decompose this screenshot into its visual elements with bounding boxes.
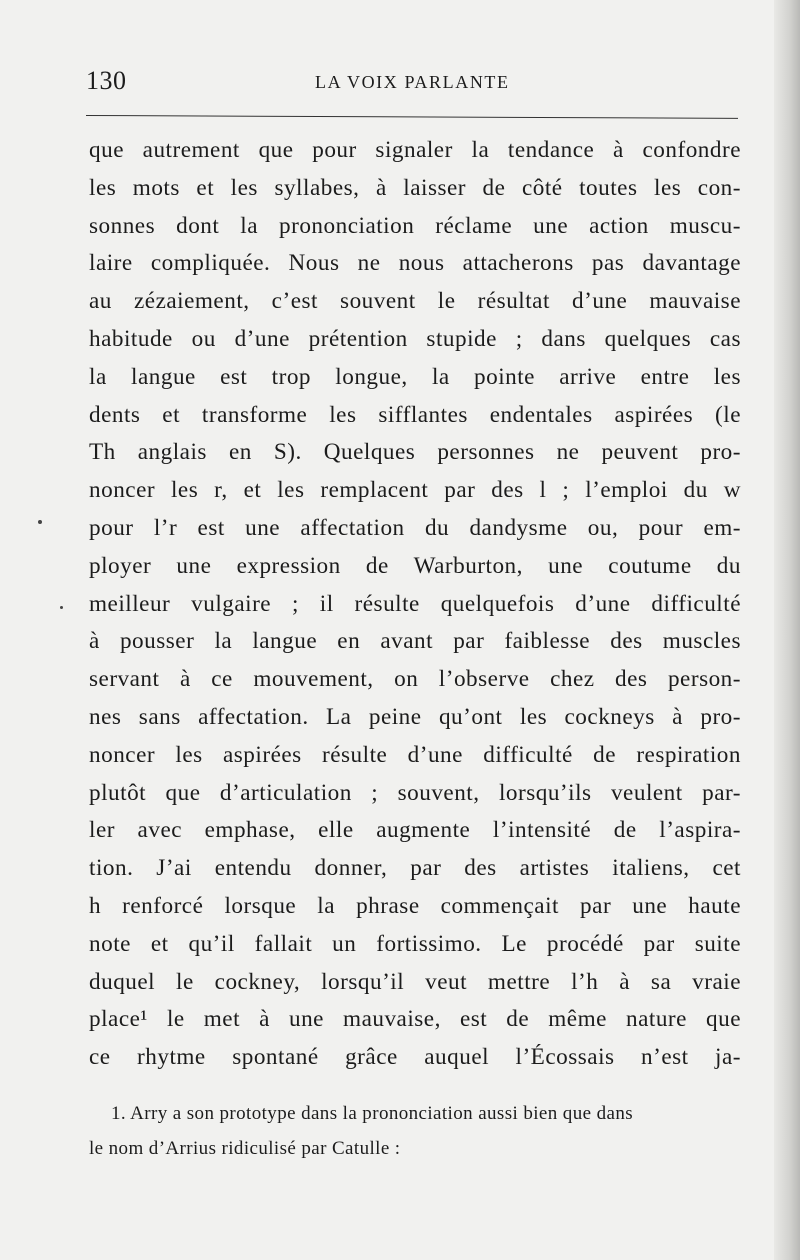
body-text bbox=[89, 132, 741, 1077]
body-line: h renforcé lorsque la phrase commençait par une haute bbox=[89, 892, 741, 919]
body-line: servant à ce mouvement, on l’observe chez des person- bbox=[89, 666, 741, 693]
body-line: meilleur vulgaire ; il résulte quelquefois d’une difficulté bbox=[89, 590, 741, 617]
body-line: ler avec emphase, elle augmente l’intensité de l’aspira- bbox=[89, 817, 741, 844]
body-line: nes sans affectation. La peine qu’ont les cockneys à pro- bbox=[89, 703, 741, 730]
body-line: noncer les aspirées résulte d’une difficulté de respiration bbox=[89, 741, 741, 768]
body-line: place¹ le met à une mauvaise, est de même nature que bbox=[89, 1006, 741, 1033]
body-line: Th anglais en S). Quelques personnes ne peuvent pro- bbox=[89, 439, 741, 466]
body-line: sonnes dont la prononciation réclame une action muscu- bbox=[89, 212, 741, 239]
footnote-line: le nom d’Arrius ridiculisé par Catulle : bbox=[89, 1138, 401, 1159]
body-line: la langue est trop longue, la pointe arrive entre les bbox=[89, 363, 741, 390]
footnote bbox=[89, 1096, 751, 1166]
running-title: LA VOIX PARLANTE bbox=[315, 72, 510, 92]
page-edge-shadow bbox=[774, 0, 800, 1260]
body-line: au zézaiement, c’est souvent le résultat d’une mauvaise bbox=[89, 288, 741, 315]
footnote-line: 1. Arry a son prototype dans la prononciation aussi bien que dans bbox=[111, 1103, 634, 1124]
body-line: habitude ou d’une prétention stupide ; dans quelques cas bbox=[89, 325, 741, 352]
body-line: que autrement que pour signaler la tendance à confondre bbox=[89, 137, 741, 163]
body-line: ce rhytme spontané grâce auquel l’Écossais n’est ja- bbox=[89, 1044, 741, 1071]
body-line: ployer une expression de Warburton, une coutume du bbox=[89, 552, 741, 579]
body-line: à pousser la langue en avant par faiblesse des muscles bbox=[89, 628, 741, 655]
body-line: pour l’r est une affectation du dandysme ou, pour em- bbox=[89, 514, 741, 541]
body-line: note et qu’il fallait un fortissimo. Le procédé par suite bbox=[89, 930, 741, 957]
body-line: laire compliquée. Nous ne nous attacherons pas davantage bbox=[89, 250, 741, 277]
body-line: duquel le cockney, lorsqu’il veut mettre l’h à sa vraie bbox=[89, 968, 741, 995]
body-line: les mots et les syllabes, à laisser de côté toutes les con- bbox=[89, 174, 741, 201]
header-rule bbox=[86, 115, 738, 119]
body-line: noncer les r, et les remplacent par des l ; l’emploi du w bbox=[89, 477, 741, 504]
ink-speck bbox=[38, 520, 42, 524]
ink-speck bbox=[60, 606, 63, 609]
page-number: 130 bbox=[86, 66, 127, 95]
body-line: tion. J’ai entendu donner, par des artistes italiens, cet bbox=[89, 855, 741, 882]
body-line: plutôt que d’articulation ; souvent, lorsqu’ils veulent par- bbox=[89, 779, 741, 806]
body-line: dents et transforme les sifflantes endentales aspirées (le bbox=[89, 401, 741, 428]
